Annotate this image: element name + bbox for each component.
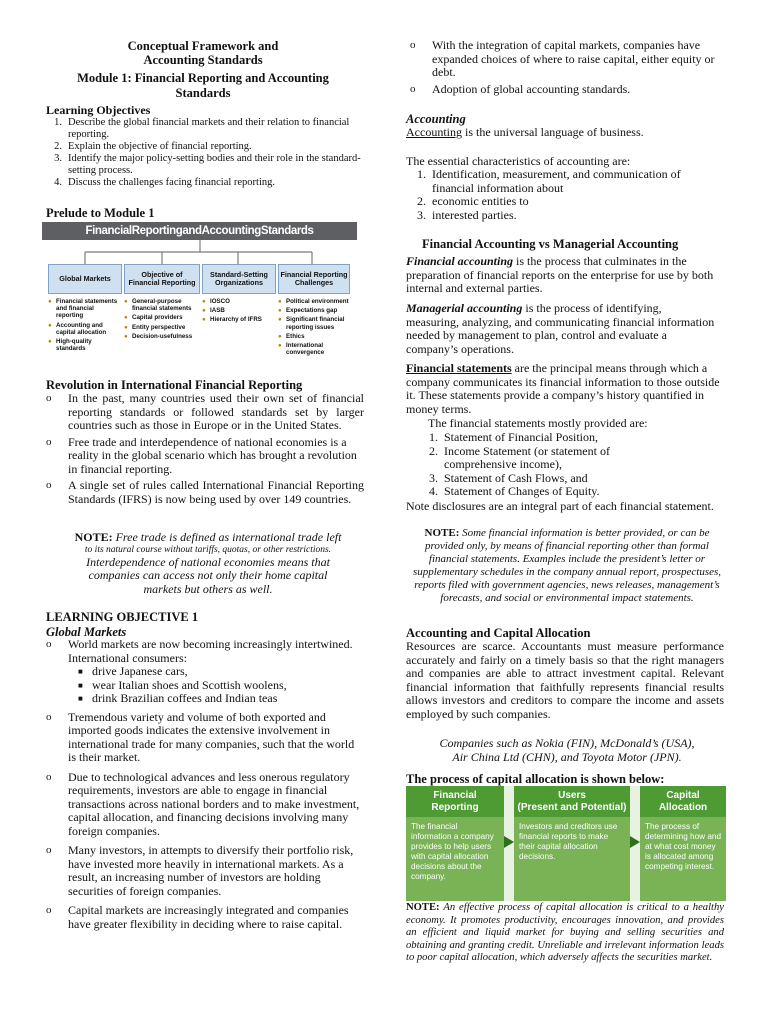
diagram-box-challenges: Financial Reporting Challenges bbox=[278, 264, 350, 294]
list-item: 4. Statement of Changes of Equity. bbox=[429, 484, 600, 498]
capital-allocation-heading: Accounting and Capital Allocation bbox=[406, 626, 591, 640]
diagram-box-standard-setting: Standard-Setting Organizations bbox=[202, 264, 276, 294]
list-item: 3. Identify the major policy-setting bodies and their role in the standard-setting process. bbox=[54, 153, 361, 176]
financial-statements-intro: The financial statements mostly provided are: bbox=[428, 416, 648, 430]
financial-statements-paragraph: Financial statements are the principal means through which a company communicates its financial information to those outside it. These statements provide a company’s history quantified in money terms. bbox=[406, 361, 720, 416]
list-item: o In the past, many countries used their own set of financial reporting standards or followed standards set by larger countries such as those in Europe or in the United States. bbox=[46, 391, 364, 432]
list-item: 3. interested parties. bbox=[417, 207, 517, 222]
list-item: o Tremendous variety and volume of both exported and imported goods indicates the extensive involvement in international trade for many companies, such that the world is their market. bbox=[46, 709, 355, 764]
note-free-trade bbox=[38, 531, 378, 596]
list-item: ● Financial statements and financial reporting bbox=[48, 298, 118, 320]
list-item: ● Significant financial reporting issues bbox=[278, 316, 345, 331]
list-item: o Free trade and interdependence of national economies is a reality in the global scenario which has brought a revolution in financial reporting. bbox=[46, 434, 357, 476]
fa-vs-ma-heading: Financial Accounting vs Managerial Accounting bbox=[422, 237, 679, 251]
list-item: ● International convergence bbox=[278, 342, 325, 357]
companies-examples: Companies such as Nokia (FIN), McDonald’s (USA), Air China Ltd (CHN), and Toyota Motor (JPN). bbox=[439, 736, 695, 764]
list-item: o World markets are now becoming increasingly intertwined. International consumers: ■ drive Japanese cars, ■ wear Italian shoes and Scottish woolens, ■ drink Brazilian coffees and Indian teas bbox=[46, 638, 364, 706]
list-item: ● Political environment bbox=[278, 298, 349, 305]
note-text: Free trade is defined as international trade left bbox=[115, 530, 342, 544]
diagram-col-global-markets bbox=[48, 298, 120, 354]
list-item: ● Entity perspective bbox=[124, 323, 186, 331]
diagram-box-global-markets: Global Markets bbox=[48, 264, 122, 294]
list-item: o A single set of rules called International Financial Reporting Standards (IFRS) is now being used by over 149 countries. bbox=[46, 478, 364, 506]
accounting-heading: Accounting bbox=[406, 112, 466, 126]
alloc-users: Users (Present and Potential) Investors and creditors use financial reports to make their capital allocation decisions. bbox=[514, 786, 630, 901]
capital-markets-list bbox=[410, 39, 728, 99]
essential-intro: The essential characteristics of accounting are: bbox=[406, 154, 631, 168]
list-item: ● Ethics bbox=[278, 332, 305, 340]
note-text: companies can access not only their home capital bbox=[88, 568, 328, 582]
list-item: ● IOSCO bbox=[202, 298, 230, 305]
list-item: ■ wear Italian shoes and Scottish woolens, bbox=[78, 677, 287, 692]
note-label: NOTE: bbox=[74, 530, 113, 544]
global-markets-list bbox=[46, 711, 364, 932]
managerial-accounting-paragraph: Managerial accounting is the process of identifying, measuring, analyzing, and communicating financial information needed by management to plan, control and evaluate a company’s operations. bbox=[406, 301, 715, 356]
list-item: 1. Statement of Financial Position, bbox=[429, 430, 598, 444]
module-title-line1: Module 1: Financial Reporting and Accounting bbox=[77, 71, 329, 85]
financial-accounting-paragraph: Financial accounting is the process that culminates in the preparation of financial reports on the enterprise for use by both internal and external parties. bbox=[406, 254, 714, 295]
capital-allocation-text: Resources are scarce. Accountants must measure performance accurately and fairly on a timely basis so that the right managers and companies are able to attract investment capital. Relevant financial information that faithfully represents financial results allows investors and creditors to compare the income and assets employed by such companies. bbox=[406, 639, 724, 721]
list-item: 2. Explain the objective of financial reporting. bbox=[54, 141, 252, 152]
note-other-reporting: NOTE: Some financial information is better provided, or can be provided only, by means of financial reporting other than formal financial statements. Examples include the president’s letter or supplementary schedules in the company annual report, prospectuses, reports filed with government agencies, news releases, management’s forecasts, and social or environmental impact statements. bbox=[412, 527, 722, 604]
list-item: 2. economic entities to bbox=[417, 194, 529, 208]
document-title-line1: Conceptual Framework and bbox=[127, 39, 279, 53]
document-title-line2: Accounting Standards bbox=[143, 53, 263, 67]
diagram-box-objective: Objective of Financial Reporting bbox=[124, 264, 200, 294]
list-item: ● Decision-usefulness bbox=[124, 332, 193, 340]
diagram-col-standard-setting bbox=[202, 298, 274, 326]
list-item: o With the integration of capital markets, companies have expanded choices of where to raise capital, either equity or debt. bbox=[410, 38, 715, 79]
financial-statements-list bbox=[418, 431, 678, 499]
note-text: markets but others as well. bbox=[143, 581, 273, 596]
note-text: Interdependence of national economies means that bbox=[86, 554, 330, 569]
note-capital-allocation: NOTE: An effective process of capital allocation is critical to a healthy economy. It promotes productivity, encourages innovation, and provides an efficient and liquid market for buying and selling securities and obtaining and granting credit. Unreliable and irrelevant information leads to poor capital allocation, which adversely affects the securities market. bbox=[406, 902, 724, 963]
alloc-capital-allocation: Capital Allocation The process of determining how and at what cost money is allocated among competing interest. bbox=[640, 786, 726, 901]
arrow-right-icon bbox=[630, 836, 640, 848]
capital-allocation-graphic bbox=[406, 786, 726, 901]
accounting-definition: Accounting is the universal language of business. bbox=[406, 125, 644, 139]
list-item: ● Accounting and capital allocation bbox=[48, 321, 107, 336]
list-item: ■ drive Japanese cars, bbox=[78, 664, 188, 678]
global-markets-heading: Global Markets bbox=[46, 625, 127, 639]
prelude-heading: Prelude to Module 1 bbox=[46, 206, 155, 220]
list-item: 2. Income Statement (or statement of comprehensive income), bbox=[429, 443, 610, 471]
process-heading: The process of capital allocation is shown below: bbox=[406, 772, 665, 786]
list-item: ● Capital providers bbox=[124, 314, 183, 322]
diagram-header: FinancialReportingandAccountingStandards bbox=[42, 222, 357, 240]
list-item: 1. Identification, measurement, and communication of financial information about bbox=[417, 167, 681, 195]
note-text: to its natural course without tariffs, quotas, or other restrictions. bbox=[84, 544, 332, 555]
consumers-label: International consumers: bbox=[68, 650, 187, 665]
learning-objective-1-heading: LEARNING OBJECTIVE 1 bbox=[46, 610, 199, 624]
module-title-line2: Standards bbox=[175, 86, 231, 100]
diagram-col-objective bbox=[124, 298, 200, 342]
list-item: ■ drink Brazilian coffees and Indian teas bbox=[78, 691, 278, 705]
list-item: ● High-quality standards bbox=[48, 338, 92, 353]
list-item: o Capital markets are increasingly integrated and companies have greater flexibility in deciding where to raise capital. bbox=[46, 903, 349, 931]
list-item: ● Expectations gap bbox=[278, 307, 338, 315]
diagram-col-challenges bbox=[278, 298, 352, 358]
essential-list bbox=[406, 168, 724, 222]
learning-objectives-list bbox=[42, 117, 368, 189]
list-item: o Due to technological advances and less onerous regulatory requirements, investors are able to engage in financial transactions across national borders and to make investment, capital allocation, and financing decisions involving many foreign companies. bbox=[46, 769, 360, 838]
list-item: ● IASB bbox=[202, 307, 225, 315]
list-item: ● Hierarchy of IFRS bbox=[202, 316, 262, 324]
list-item: o Adoption of global accounting standards. bbox=[410, 81, 631, 96]
revolution-list bbox=[46, 392, 364, 509]
learning-objectives-heading: Learning Objectives bbox=[46, 103, 151, 117]
alloc-financial-reporting: Financial Reporting The financial information a company provides to help users with capital allocation decisions about the company. bbox=[406, 786, 504, 901]
disclosures-text: Note disclosures are an integral part of each financial statement. bbox=[406, 499, 714, 513]
list-item: o Many investors, in attempts to diversify their portfolio risk, have invested more heavily in international markets. As a result, an increasing number of investors are holding securities of foreign companies. bbox=[46, 843, 354, 898]
list-item: 1. Describe the global financial markets and their relation to financial reporting. bbox=[54, 117, 350, 140]
list-item: 3. Statement of Cash Flows, and bbox=[429, 470, 588, 485]
revolution-heading: Revolution in International Financial Reporting bbox=[46, 378, 303, 392]
global-markets-section bbox=[46, 638, 364, 934]
list-item: 4. Discuss the challenges facing financial reporting. bbox=[54, 177, 276, 188]
prelude-diagram bbox=[40, 222, 360, 377]
diagram-connector-lines bbox=[40, 240, 360, 266]
list-item: ● General-purpose financial statements bbox=[124, 298, 192, 313]
arrow-right-icon bbox=[504, 836, 514, 848]
